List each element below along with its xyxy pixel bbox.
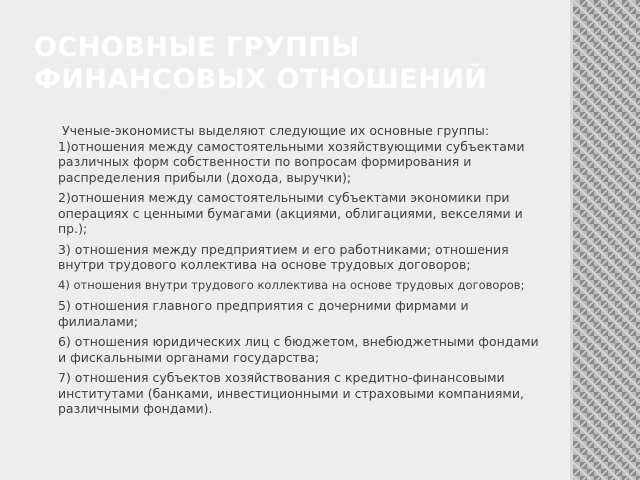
list-item-3: 3) отношения между предприятием и его работниками; отношения внутри трудового коллектива на основе трудовых договоров; (58, 241, 509, 272)
intro-text: Ученые-экономисты выделяют следующие их основные группы: (62, 123, 490, 138)
list-item-6: 6) отношения юридических лиц с бюджетом, внебюджетными фондами и фискальными органами государства; (58, 334, 539, 365)
list-item-7: 7) отношения субъектов хозяйствования с кредитно-финансовыми институтами (банками, инвестиционными и страховыми компаниями, различными фондами). (58, 370, 524, 416)
slide-body (54, 123, 544, 422)
decorative-pattern-strip (570, 0, 640, 480)
slide-title: ОСНОВНЫЕ ГРУППЫ ФИНАНСОВЫХ ОТНОШЕНИЙ (34, 32, 488, 95)
list-item-1: 1)отношения между самостоятельными хозяйствующими субъектами различных форм собственности по вопросам формирования и распределения прибыли (дохода, выручки); (58, 138, 525, 185)
list-item-5: 5) отношения главного предприятия с дочерними фирмами и филиалами; (58, 298, 469, 329)
list-item-4: 4) отношения внутри трудового коллектива на основе трудовых договоров; (58, 277, 525, 292)
list-item-2: 2)отношения между самостоятельными субъектами экономики при операциях с ценными бумагами (акциями, облигациями, векселями и пр.); (58, 190, 523, 236)
